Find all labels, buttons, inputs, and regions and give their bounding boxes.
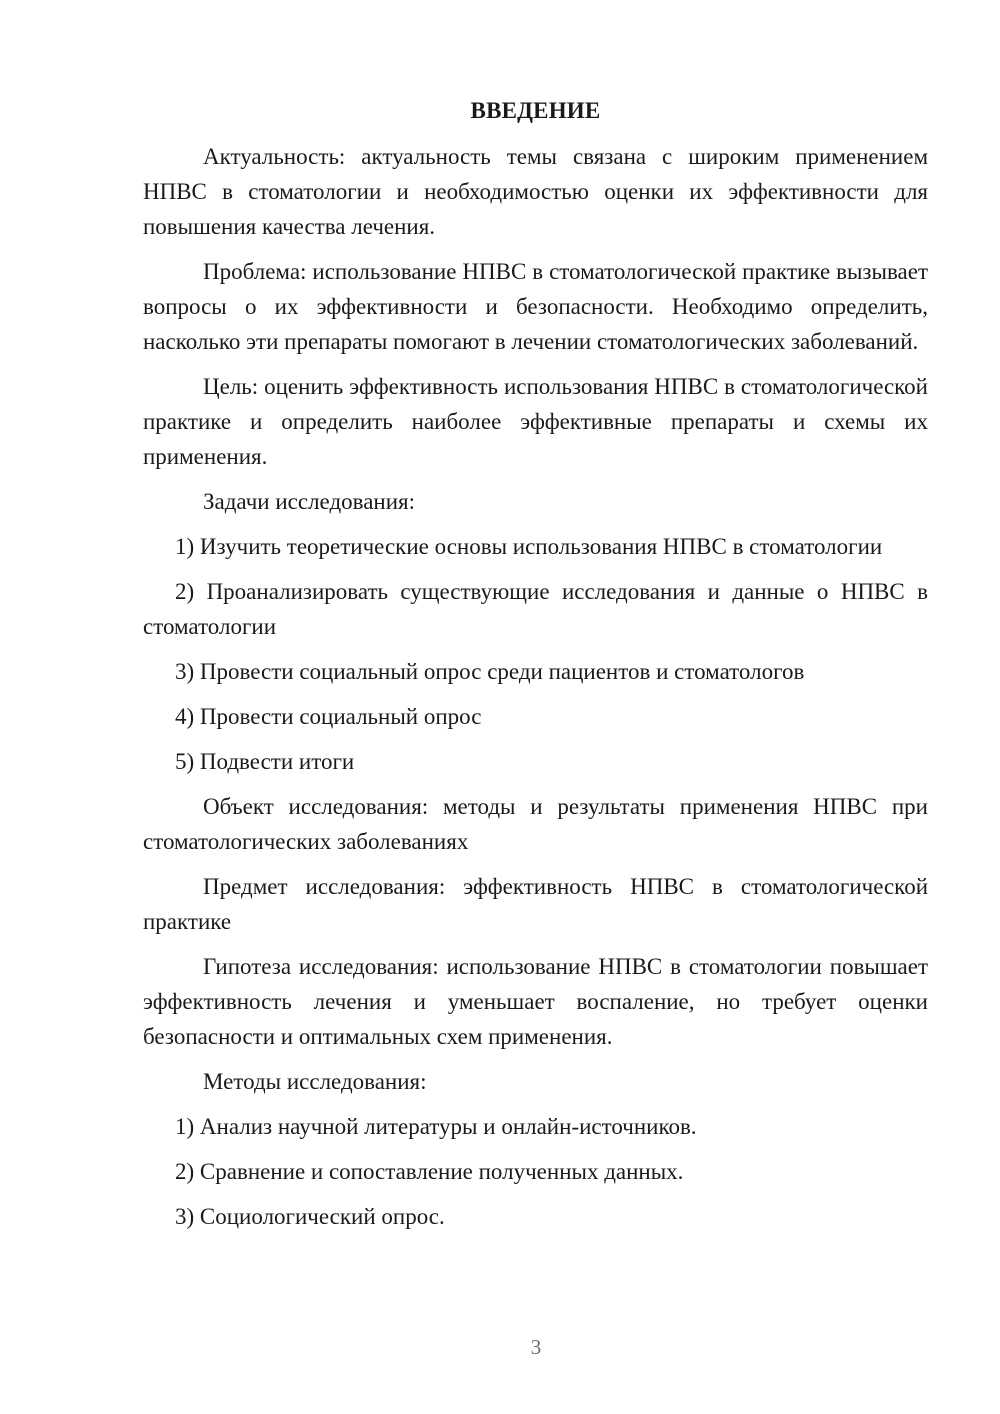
hypothesis-paragraph: Гипотеза исследования: использование НПВС в стоматологии повышает эффективность лечения и уменьшает воспаление, но требует оценки безопасности и оптимальных схем применения. [143,954,928,1049]
task-item-5: 5) Подвести итоги [175,749,355,774]
method-item-3: 3) Социологический опрос. [175,1204,445,1229]
methods-heading: Методы исследования: [203,1069,427,1094]
page-content [143,93,928,1244]
task-item-4: 4) Провести социальный опрос [175,704,482,729]
method-item-1: 1) Анализ научной литературы и онлайн-источников. [175,1114,697,1139]
tasks-heading: Задачи исследования: [203,489,416,514]
subject-paragraph: Предмет исследования: эффективность НПВС в стоматологической практике [143,874,928,934]
page-number: 3 [530,1335,542,1359]
method-item-2: 2) Сравнение и сопоставление полученных данных. [175,1159,684,1184]
task-item-1: 1) Изучить теоретические основы использования НПВС в стоматологии [175,534,883,559]
task-item-3: 3) Провести социальный опрос среди пациентов и стоматологов [175,659,805,684]
relevance-paragraph: Актуальность: актуальность темы связана с широким применением НПВС в стоматологии и необходимостью оценки их эффективности для повышения качества лечения. [143,144,928,239]
section-title: ВВЕДЕНИЕ [470,98,601,123]
object-paragraph: Объект исследования: методы и результаты применения НПВС при стоматологических заболеваниях [143,794,928,854]
problem-paragraph: Проблема: использование НПВС в стоматологической практике вызывает вопросы о их эффективности и безопасности. Необходимо определить, насколько эти препараты помогают в лечении стоматологических заболеваний. [143,259,928,354]
task-item-2: 2) Проанализировать существующие исследования и данные о НПВС в стоматологии [143,579,928,639]
goal-paragraph: Цель: оценить эффективность использования НПВС в стоматологической практике и определить наиболее эффективные препараты и схемы их применения. [143,374,928,469]
